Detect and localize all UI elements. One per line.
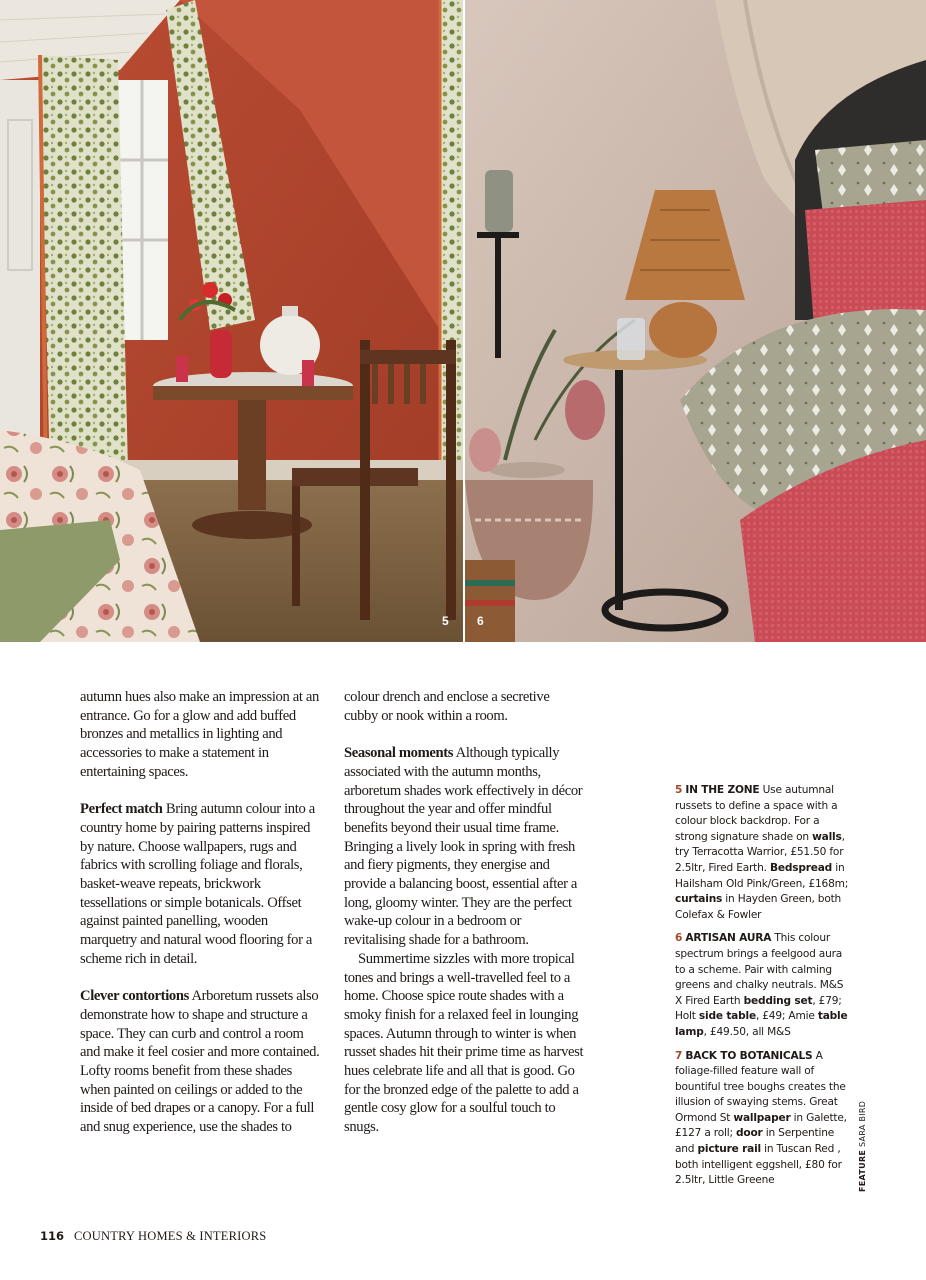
caption-text: , £49; Amie — [755, 1010, 818, 1023]
caption-6 — [675, 931, 853, 1040]
page-number: 116 — [40, 1229, 65, 1243]
photo-right-illustration — [465, 0, 926, 642]
magazine-name: COUNTRY HOMES & INTERIORS — [74, 1229, 267, 1243]
caption-product: table lamp — [675, 1010, 848, 1038]
caption-title: BACK TO BOTANICALS — [685, 1049, 813, 1062]
credit-name: SARA BIRD — [858, 1100, 867, 1150]
captions-column — [675, 783, 853, 1197]
caption-product: bedding set — [743, 994, 813, 1007]
caption-text: A foliage-filled feature wall of bountiful tree boughs creates the illusion of swaying stems. Great Ormond St — [675, 1049, 846, 1124]
credit-label: FEATURE — [858, 1149, 867, 1192]
caption-text: in Galette, £127 a roll; — [675, 1111, 847, 1140]
caption-text: in Hailsham Old Pink/Green, £168m; — [675, 861, 849, 890]
col1-paragraph-2 — [80, 800, 320, 968]
col2-paragraph-2-text: Although typically associated with the autumn months, arboretum shades work effectively in décor throughout the year and offer mindful benefits beyond their usual time frame. Bringing a lively look in spring with fresh and fiery pigments, they energise and provide a balancing boost, essential after a long, gloomy winter. They are the perfect wake-up colour in a bedroom or revitalising shade for a bathroom. — [344, 745, 583, 949]
caption-product: door — [736, 1127, 763, 1140]
caption-number: 7 — [675, 1049, 683, 1062]
caption-product: picture rail — [697, 1143, 761, 1156]
caption-text: in Serpentine and — [675, 1127, 835, 1156]
caption-text: Use autumnal russets to define a space with a colour block backdrop. For a strong signature shade on — [675, 784, 838, 843]
col1-paragraph-2-text: Bring autumn colour into a country home by pairing patterns inspired by nature. Choose wallpapers, rugs and fabrics with scrolling foliage and florals, basket-weave repeats, brickwork tessellations or simple botanicals. Offset against painted panelling, wooden marquetry and natural wood flooring for a scheme rich in detail. — [80, 801, 315, 967]
photo-number-5: 5 — [442, 614, 449, 628]
caption-text: , £49.50, all M&S — [703, 1025, 791, 1038]
caption-product: walls — [812, 830, 842, 843]
col1-paragraph-3-text: Arboretum russets also demonstrate how to shape and structure a space. They can curb and control a room and make it feel cosier and more contained. Lofty rooms benefit from these shades when painted on ceilings or added to the inside of bed drapes or a canopy. For a full and snug experience, use the shades to — [80, 988, 320, 1136]
page-footer — [40, 1229, 266, 1244]
col2-paragraph-1: colour drench and enclose a secretive cubby or nook within a room. — [344, 689, 550, 724]
photo-number-6: 6 — [477, 614, 484, 628]
feature-credit — [856, 1096, 870, 1192]
caption-5 — [675, 783, 853, 923]
subhead-seasonal-moments: Seasonal moments — [344, 745, 454, 762]
photo-left-illustration — [0, 0, 463, 642]
caption-text: in Tuscan Red , both intelligent eggshell, £80 for 2.5ltr, Little Greene — [675, 1143, 842, 1187]
photo-bedside-table — [465, 0, 926, 642]
caption-text: in Hayden Green, both Colefax & Fowler — [675, 893, 842, 921]
photo-terracotta-dining-nook — [0, 0, 463, 642]
body-column-1 — [80, 688, 320, 1137]
caption-product: side table — [698, 1010, 756, 1023]
caption-text: , try Terracotta Warrior, £51.50 for 2.5ltr, Fired Earth. — [675, 830, 845, 874]
col2-paragraph-2 — [344, 744, 584, 950]
subhead-perfect-match: Perfect match — [80, 801, 163, 818]
caption-product: Bedspread — [769, 861, 833, 874]
feature-credit-text — [856, 1096, 870, 1192]
col1-paragraph-3 — [80, 987, 320, 1137]
caption-title: IN THE ZONE — [685, 784, 760, 796]
caption-7 — [675, 1049, 853, 1189]
caption-product: curtains — [675, 893, 723, 906]
caption-title: ARTISAN AURA — [685, 932, 772, 945]
subhead-clever-contortions: Clever contortions — [80, 988, 189, 1005]
caption-number: 5 — [675, 784, 683, 796]
col1-paragraph-1: autumn hues also make an impression at an entrance. Go for a glow and add buffed bronzes and metallics in lighting and accessories to make a statement in entertaining spaces. — [80, 689, 319, 780]
col2-paragraph-3: Summertime sizzles with more tropical tones and brings a well-travelled feel to a home. Choose spice route shades with a smoky finish for a relaxed feel in lounging spaces. Autumn through to winter is when russet shades hit their prime time as harvest hues celebrate life and all that is good. Go for the bronzed edge of the palette to add a gentle cosy glow for a soulful touch to snugs. — [344, 950, 584, 1136]
body-column-2 — [344, 688, 584, 1137]
caption-product: wallpaper — [733, 1111, 791, 1124]
caption-text: This colour spectrum brings a feelgood aura to a scheme. Pair with calming greens and chalky neutrals. M&S X Fired Earth — [675, 932, 844, 1007]
caption-text: , £79; Holt — [675, 994, 842, 1023]
caption-number: 6 — [675, 932, 683, 945]
